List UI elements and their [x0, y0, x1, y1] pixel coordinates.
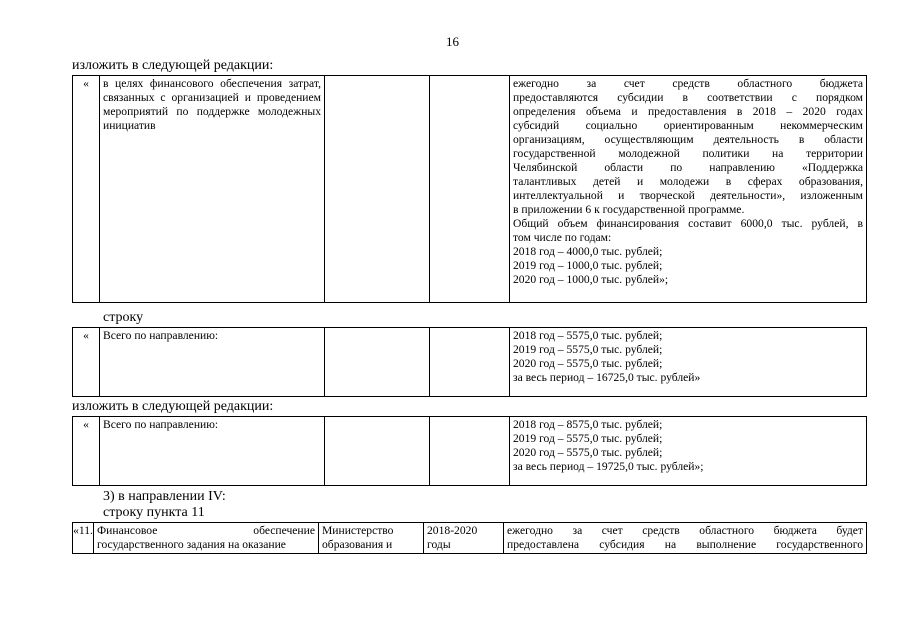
executor-cell — [319, 523, 424, 554]
description-line: 2019 год – 5575,0 тыс. рублей; — [513, 343, 663, 356]
description-line: ежегодно за счет средств областного бюджета — [513, 77, 863, 90]
row-marker: « — [73, 328, 100, 397]
page-number: 16 — [446, 34, 459, 49]
term-cell — [424, 523, 504, 554]
heading-direction-iv: 3) в направлении IV: — [103, 489, 226, 504]
table-row — [73, 417, 867, 486]
description-line: 2020 год – 5575,0 тыс. рублей; — [513, 446, 663, 459]
term-cell — [430, 328, 510, 397]
heading-row: строку — [103, 310, 144, 325]
heading-new-edition-2: изложить в следующей редакции: — [72, 399, 274, 414]
description-line: Челябинской области по направлению «Поддержка — [513, 161, 863, 174]
executor-cell — [325, 328, 430, 397]
table-row — [73, 523, 867, 554]
description-line: организациям, осуществляющим деятельность в области — [513, 133, 863, 146]
table-row — [73, 328, 867, 397]
description-line: 2018 год – 5575,0 тыс. рублей; — [513, 329, 663, 342]
description-line: том числе по годам: — [513, 231, 612, 244]
measure-description — [504, 523, 867, 554]
description-line: ежегодно за счет средств областного бюджета будет — [507, 524, 863, 537]
description-line: за весь период – 16725,0 тыс. рублей» — [513, 371, 701, 384]
term-line: 2018-2020 — [427, 524, 478, 537]
measure-description — [510, 76, 867, 303]
description-line: 2019 год – 5575,0 тыс. рублей; — [513, 432, 663, 445]
heading-new-edition-1: изложить в следующей редакции: — [72, 58, 274, 73]
term-cell — [430, 417, 510, 486]
executor-cell — [325, 76, 430, 303]
heading-row-item-11: строку пункта 11 — [103, 505, 205, 520]
executor-line: образования и — [322, 538, 393, 551]
executor-cell — [325, 417, 430, 486]
name-line: государственного задания на оказание — [97, 538, 286, 551]
table-row — [73, 76, 867, 303]
description-line: за весь период – 19725,0 тыс. рублей»; — [513, 460, 704, 473]
description-line: субсидий социально ориентированным некоммерческим — [513, 119, 863, 132]
measure-name: Всего по направлению: — [100, 328, 325, 397]
description-line: предоставлена субсидия на выполнение государственного — [507, 538, 863, 551]
description-line: определения объема и предоставления в 2018 – 2020 годах — [513, 105, 863, 118]
measure-name — [94, 523, 319, 554]
description-line: Общий объем финансирования составит 6000,0 тыс. рублей, в — [513, 217, 863, 230]
row-marker: «11. — [73, 523, 94, 554]
measure-description — [510, 417, 867, 486]
description-line: 2020 год – 5575,0 тыс. рублей; — [513, 357, 663, 370]
term-line: годы — [427, 538, 451, 551]
row-marker: « — [73, 417, 100, 486]
name-line: Финансовое обеспечение — [97, 524, 315, 537]
measure-name: Всего по направлению: — [100, 417, 325, 486]
description-line: 2018 год – 4000,0 тыс. рублей; — [513, 245, 663, 258]
description-line: предоставляются субсидии в соответствии с порядком — [513, 91, 863, 104]
row-marker: « — [73, 76, 100, 303]
description-line: в приложении 6 к государственной программе. — [513, 203, 745, 216]
measure-name: в целях финансового обеспечения затрат, связанных с организацией и проведением мероприятий по поддержке молодежных инициатив — [100, 76, 325, 303]
table-item-11 — [72, 522, 867, 554]
description-line: государственной молодежной политики на территории — [513, 147, 863, 160]
executor-line: Министерство — [322, 524, 394, 537]
description-line: 2019 год – 1000,0 тыс. рублей; — [513, 259, 663, 272]
description-line: 2018 год – 8575,0 тыс. рублей; — [513, 418, 663, 431]
measure-description — [510, 328, 867, 397]
description-line: 2020 год – 1000,0 тыс. рублей»; — [513, 273, 669, 286]
description-line: талантливых детей и молодежи в сферах образования, — [513, 175, 863, 188]
table-edition-1 — [72, 75, 867, 303]
table-current-total — [72, 327, 867, 397]
description-line: интеллектуальной и творческой деятельности», изложенным — [513, 189, 863, 202]
term-cell — [430, 76, 510, 303]
table-new-total — [72, 416, 867, 486]
